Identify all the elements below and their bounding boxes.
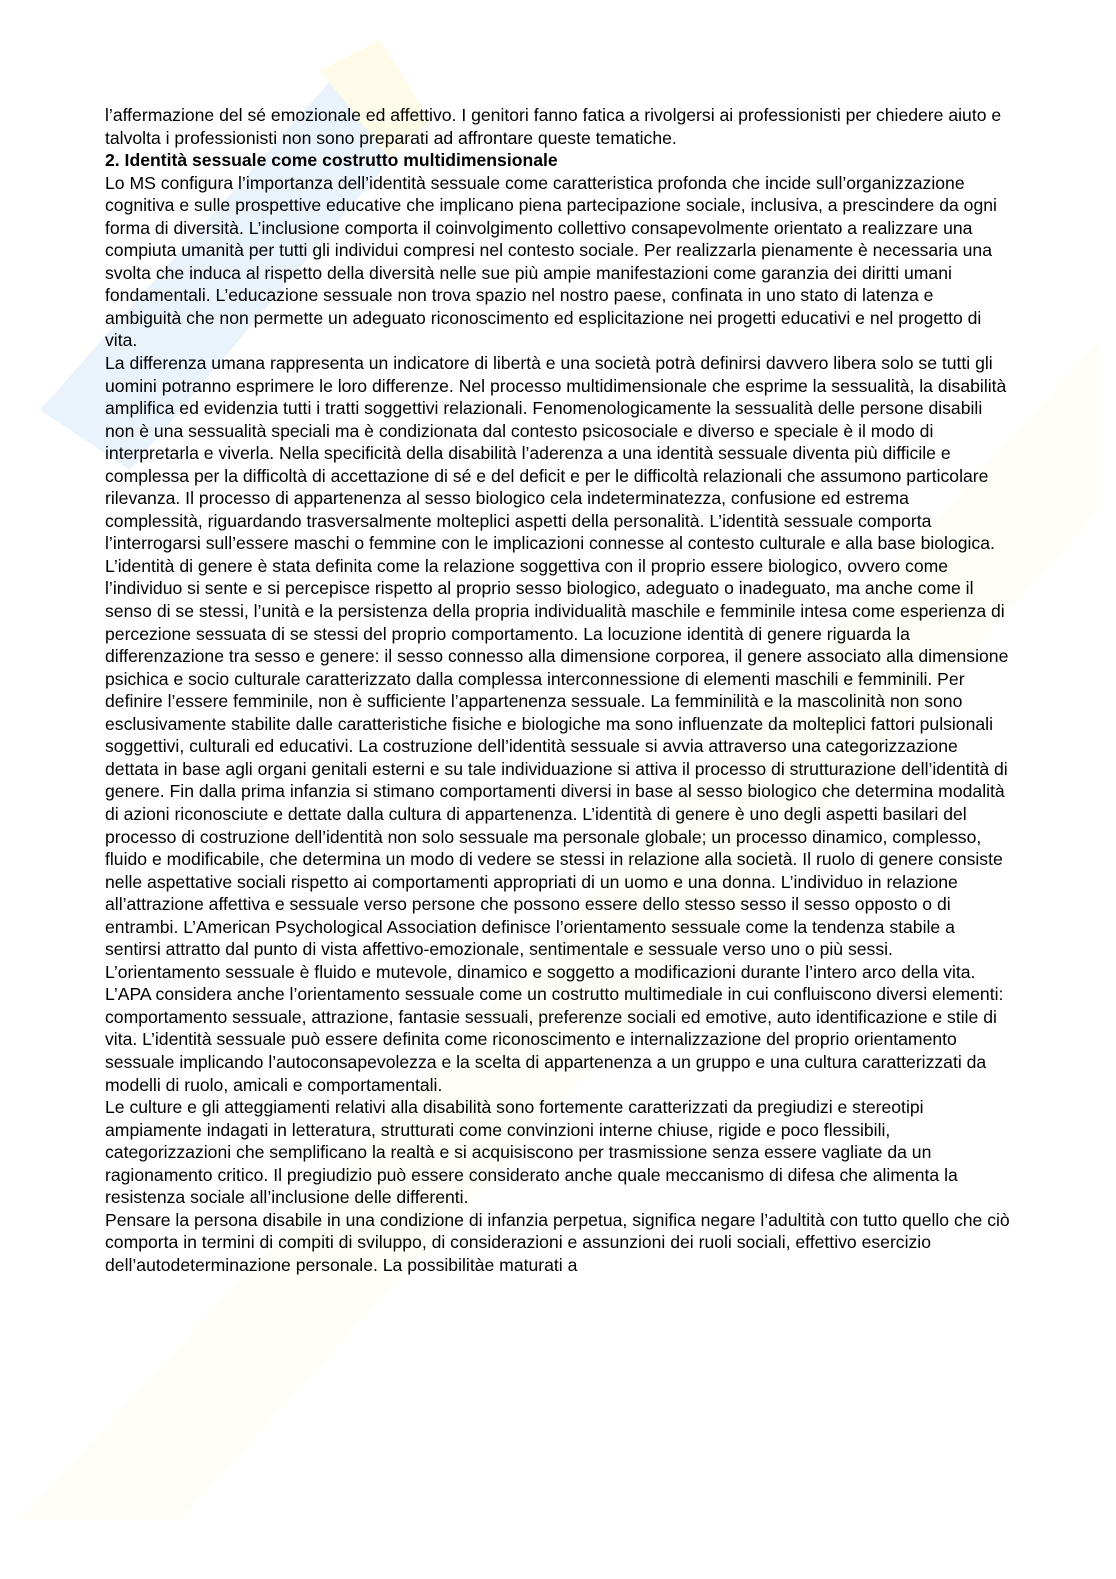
paragraph: Le culture e gli atteggiamenti relativi alla disabilità sono fortemente caratterizzati da pregiudizi e stereotipi ampiamente indagati in letteratura, strutturati come convinzioni interne chiuse, rigide e poco flessibili, categorizzazioni che semplificano la realtà e si acquisiscono per trasmissione senza essere vagliate da un ragionamento critico. Il pregiudizio può essere considerato anche quale meccanismo di difesa che alimenta la resistenza sociale all’inclusione delle differenti.	[105, 1097, 958, 1208]
paragraph: La differenza umana rappresenta un indicatore di libertà e una società potrà definirsi davvero libera solo se tutti gli uomini potranno esprimere le loro differenze. Nel processo multidimensionale che esprime la sessualità, la disabilità amplifica ed evidenzia tutti i tratti soggettivi relazionali. Fenomenologicamente la sessualità delle persone disabili non è una sessualità speciali ma è condizionata dal contesto psicosociale e diverso e speciale è il modo di interpretarla e viverla. Nella specificità della disabilità l’aderenza a una identità sessuale diventa più difficile e complessa per la difficoltà di accettazione di sé e del deficit e per le difficoltà relazionali che assumono particolare rilevanza. Il processo di appartenenza al sesso biologico cela indeterminatezza, confusione ed estrema complessità, riguardando trasversalmente molteplici aspetti della personalità. L’identità sessuale comporta l’interrogarsi sull’essere maschi o femmine con le implicazioni connesse al contesto culturale e alla base biologica. L’identità di genere è stata definita come la relazione soggettiva con il proprio essere biologico, ovvero come l’individuo si sente e si percepisce rispetto al proprio sesso biologico, adeguato o inadeguato, ma anche come il senso di se stessi, l’unità e la persistenza della propria individualità maschile e femminile intesa come esperienza di percezione sessuata di se stessi del proprio comportamento. La locuzione identità di genere riguarda la differenzazione tra sesso e genere: il sesso connesso alla dimensione corporea, il genere associato alla dimensione psichica e socio culturale caratterizzato dalla complessa interconnessione di elementi maschili e femminili. Per definire l’essere femminile, non è sufficiente l’appartenenza sessuale. La femminilità e la mascolinità non sono esclusivamente stabilite dalle caratteristiche fisiche e biologiche ma sono influenzate da molteplici fattori pulsionali soggettivi, culturali ed educativi. La costruzione dell’identità sessuale si avvia attraverso una categorizzazione dettata in base agli organi genitali esterni e su tale individuazione si attiva il processo di strutturazione dell’identità di genere. Fin dalla prima infanzia si stimano comportamenti diversi in base al sesso biologico che determina modalità di azioni riconosciute e dettate dalla cultura di appartenenza. L’identità di genere è uno degli aspetti basilari del processo di costruzione dell’identità non solo sessuale ma personale globale; un processo dinamico, complesso, fluido e modificabile, che determina un modo di vedere se stessi in relazione alla società. Il ruolo di genere consiste nelle aspettative sociali rispetto ai comportamenti appropriati di un uomo e una donna. L’individuo in relazione all’attrazione affettiva e sessuale verso persone che possono essere dello stesso sesso il sesso opposto o di entrambi. L’American Psychological Association definisce l’orientamento sessuale come la tendenza stabile a sentirsi attratto dal punto di vista affettivo-emozionale, sentimentale e sessuale verso uno o più sessi. L’orientamento sessuale è fluido e mutevole, dinamico e soggetto a modificazioni durante l’intero arco della vita. L’APA considera anche l’orientamento sessuale come un costrutto multimediale in cui confluiscono diversi elementi: comportamento sessuale, attrazione, fantasie sessuali, preferenze sociali ed emotive, auto identificazione e stile di vita. L’identità sessuale può essere definita come riconoscimento e internalizzazione del proprio orientamento sessuale implicando l’autoconsapevolezza e la scelta di appartenenza a un gruppo e una cultura caratterizzati da modelli di ruolo, amicali e comportamentali.	[105, 353, 1009, 1095]
section-heading: 2. Identità sessuale come costrutto multidimensionale	[105, 150, 558, 171]
paragraph: l’affermazione del sé emozionale ed affettivo. I genitori fanno fatica a rivolgersi ai professionisti per chiedere aiuto e talvolta i professionisti non sono preparati ad affrontare queste tematiche.	[105, 105, 1002, 148]
document-page	[105, 104, 1010, 1276]
paragraph: Lo MS configura l’importanza dell’identità sessuale come caratteristica profonda che incide sull’organizzazione cognitiva e sulle prospettive educative che implicano piena partecipazione sociale, inclusiva, a prescindere da ogni forma di diversità. L’inclusione comporta il coinvolgimento collettivo consapevolmente orientato a realizzare una compiuta umanità per tutti gli individui compresi nel contesto sociale. Per realizzarla pienamente è necessaria una svolta che induca al rispetto della diversità nelle sue più ampie manifestazioni come garanzia dei diritti umani fondamentali. L’educazione sessuale non trova spazio nel nostro paese, confinata in uno stato di latenza e ambiguità che non permette un adeguato riconoscimento ed esplicitazione nei progetti educativi e nel progetto di vita.	[105, 172, 997, 351]
paragraph: Pensare la persona disabile in una condizione di infanzia perpetua, significa negare l’adultità con tutto quello che ciò comporta in termini di compiti di sviluppo, di considerazioni e assunzioni dei ruoli sociali, effettivo esercizio dell’autodeterminazione personale. La possibilitàe maturati a	[105, 1209, 1010, 1275]
